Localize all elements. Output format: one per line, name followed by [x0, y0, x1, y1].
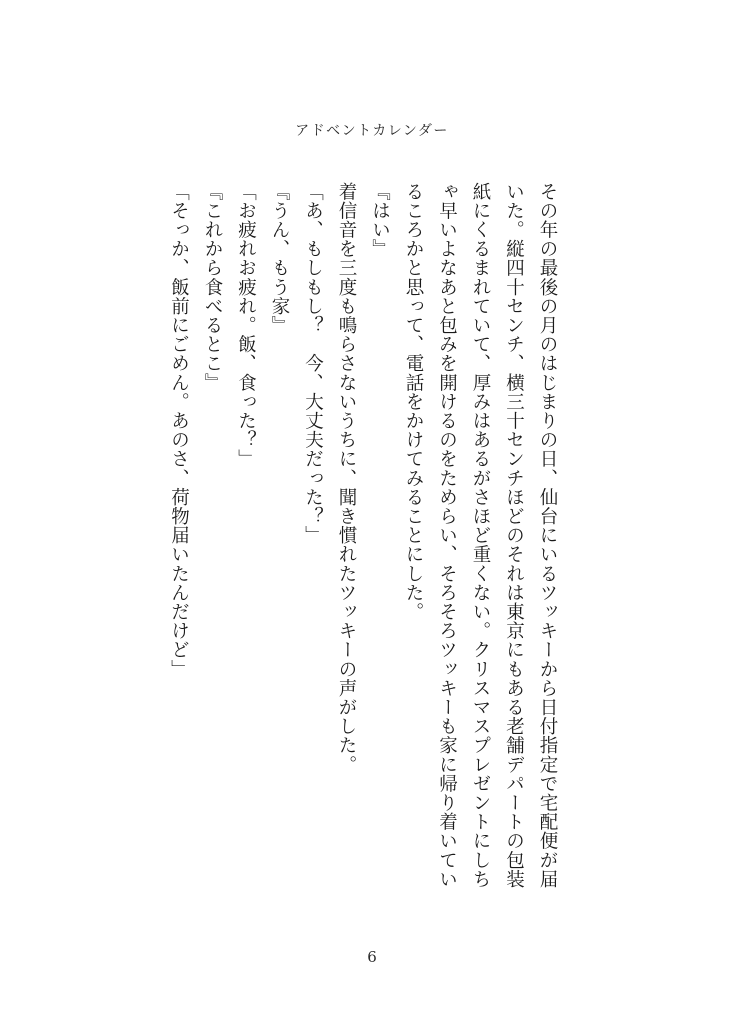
dialogue-line-6: 「そっか、飯前にごめん。あのさ、荷物届いたんだけど」	[168, 182, 190, 679]
dialogue-line-4: 「お疲れお疲れ。飯、食った？」	[235, 182, 257, 469]
paragraph-narration-1: その年の最後の月のはじまりの日、仙台にいるツッキーから日付指定で宅配便が届いた。縦四十センチ、横三十センチほどのそれは東京にもある老舗デパートの包装紙にくるまれていて、厚みはあるがさほど重くない。クリスマスプレゼントにしちゃ早いよなあと包みを開けるのをためらい、そろそろツッキーも家に帰り着いているころかと思って、電話をかけてみることにした。	[403, 182, 558, 889]
paragraph-narration-2: 着信音を三度も鳴らさないうちに、聞き慣れたツッキーの声がした。	[336, 182, 357, 775]
vertical-body-text	[162, 182, 564, 902]
dialogue-line-3: 『うん、もう家』	[269, 182, 290, 335]
page-number: 6	[367, 948, 377, 966]
dialogue-line-1: 『はい』	[369, 182, 391, 259]
dialogue-line-2: 「あ、もしもし？ 今、大丈夫だった？」	[302, 182, 324, 545]
dialogue-line-5: 『これから食べるとこ』	[202, 182, 223, 393]
running-head-title: アドベントカレンダー	[295, 123, 449, 139]
